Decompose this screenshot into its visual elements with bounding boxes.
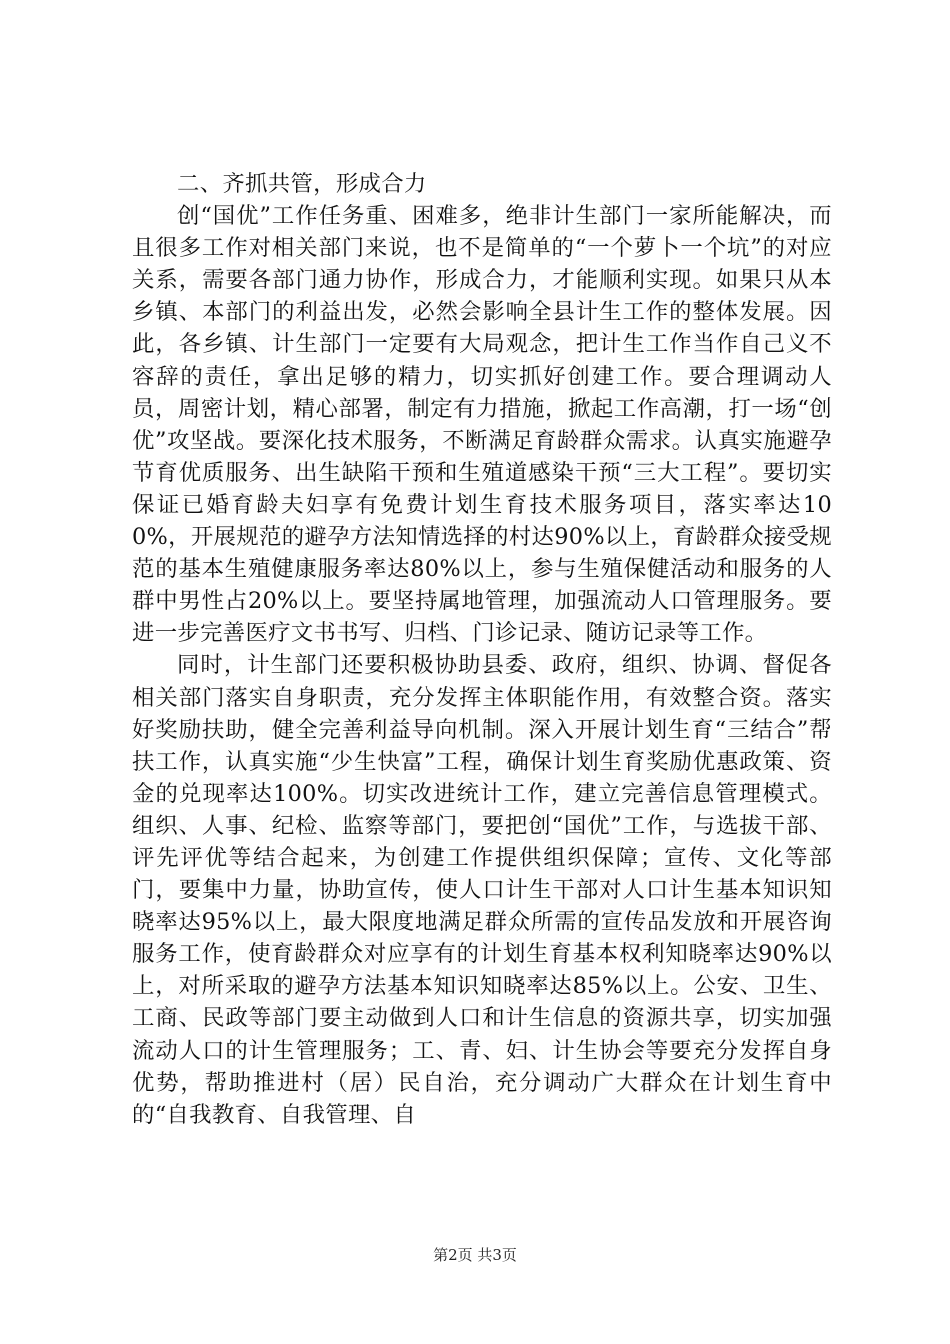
document-body bbox=[132, 168, 832, 1131]
body-paragraph: 同时，计生部门还要积极协助县委、政府，组织、协调、督促各相关部门落实自身职责，充分发挥主体职能作用，有效整合资。落实好奖励扶助，健全完善利益导向机制。深入开展计划生育“三结合”帮扶工作，认真实施“少生快富”工程，确保计划生育奖励优惠政策、资金的兑现率达100%。切实改进统计工作，建立完善信息管理模式。组织、人事、纪检、监察等部门，要把创“国优”工作，与选拔干部、评先评优等结合起来，为创建工作提供组织保障；宣传、文化等部门，要集中力量，协助宣传，使人口计生干部对人口计生基本知识知晓率达95%以上，最大限度地满足群众所需的宣传品发放和开展咨询服务工作，使育龄群众对应享有的计划生育基本权利知晓率达90%以上，对所采取的避孕方法基本知识知晓率达85%以上。公安、卫生、工商、民政等部门要主动做到人口和计生信息的资源共享，切实加强流动人口的计生管理服务；工、青、妇、计生协会等要充分发挥自身优势，帮助推进村（居）民自治，充分调动广大群众在计划生育中的“自我教育、自我管理、自 bbox=[132, 652, 832, 1128]
body-paragraph: 创“国优”工作任务重、困难多，绝非计生部门一家所能解决，而且很多工作对相关部门来说，也不是简单的“一个萝卜一个坑”的对应关系，需要各部门通力协作，形成合力，才能顺利实现。如果只从本乡镇、本部门的利益出发，必然会影响全县计生工作的整体发展。因此，各乡镇、计生部门一定要有大局观念，把计生工作当作自己义不容辞的责任，拿出足够的精力，切实抓好创建工作。要合理调动人员，周密计划，精心部署，制定有力措施，掀起工作高潮，打一场“创优”攻坚战。要深化技术服务，不断满足育龄群众需求。认真实施避孕节育优质服务、出生缺陷干预和生殖道感染干预“三大工程”。要切实保证已婚育龄夫妇享有免费计划生育技术服务项目，落实率达100%，开展规范的避孕方法知情选择的村达90%以上，育龄群众接受规范的基本生殖健康服务率达80%以上，参与生殖保健活动和服务的人群中男性占20%以上。要坚持属地管理，加强流动人口管理服务。要进一步完善医疗文书书写、归档、门诊记录、随访记录等工作。 bbox=[132, 203, 832, 647]
page-number-footer: 第2页 共3页 bbox=[433, 1246, 517, 1264]
section-heading: 二、齐抓共管，形成合力 bbox=[177, 171, 427, 197]
